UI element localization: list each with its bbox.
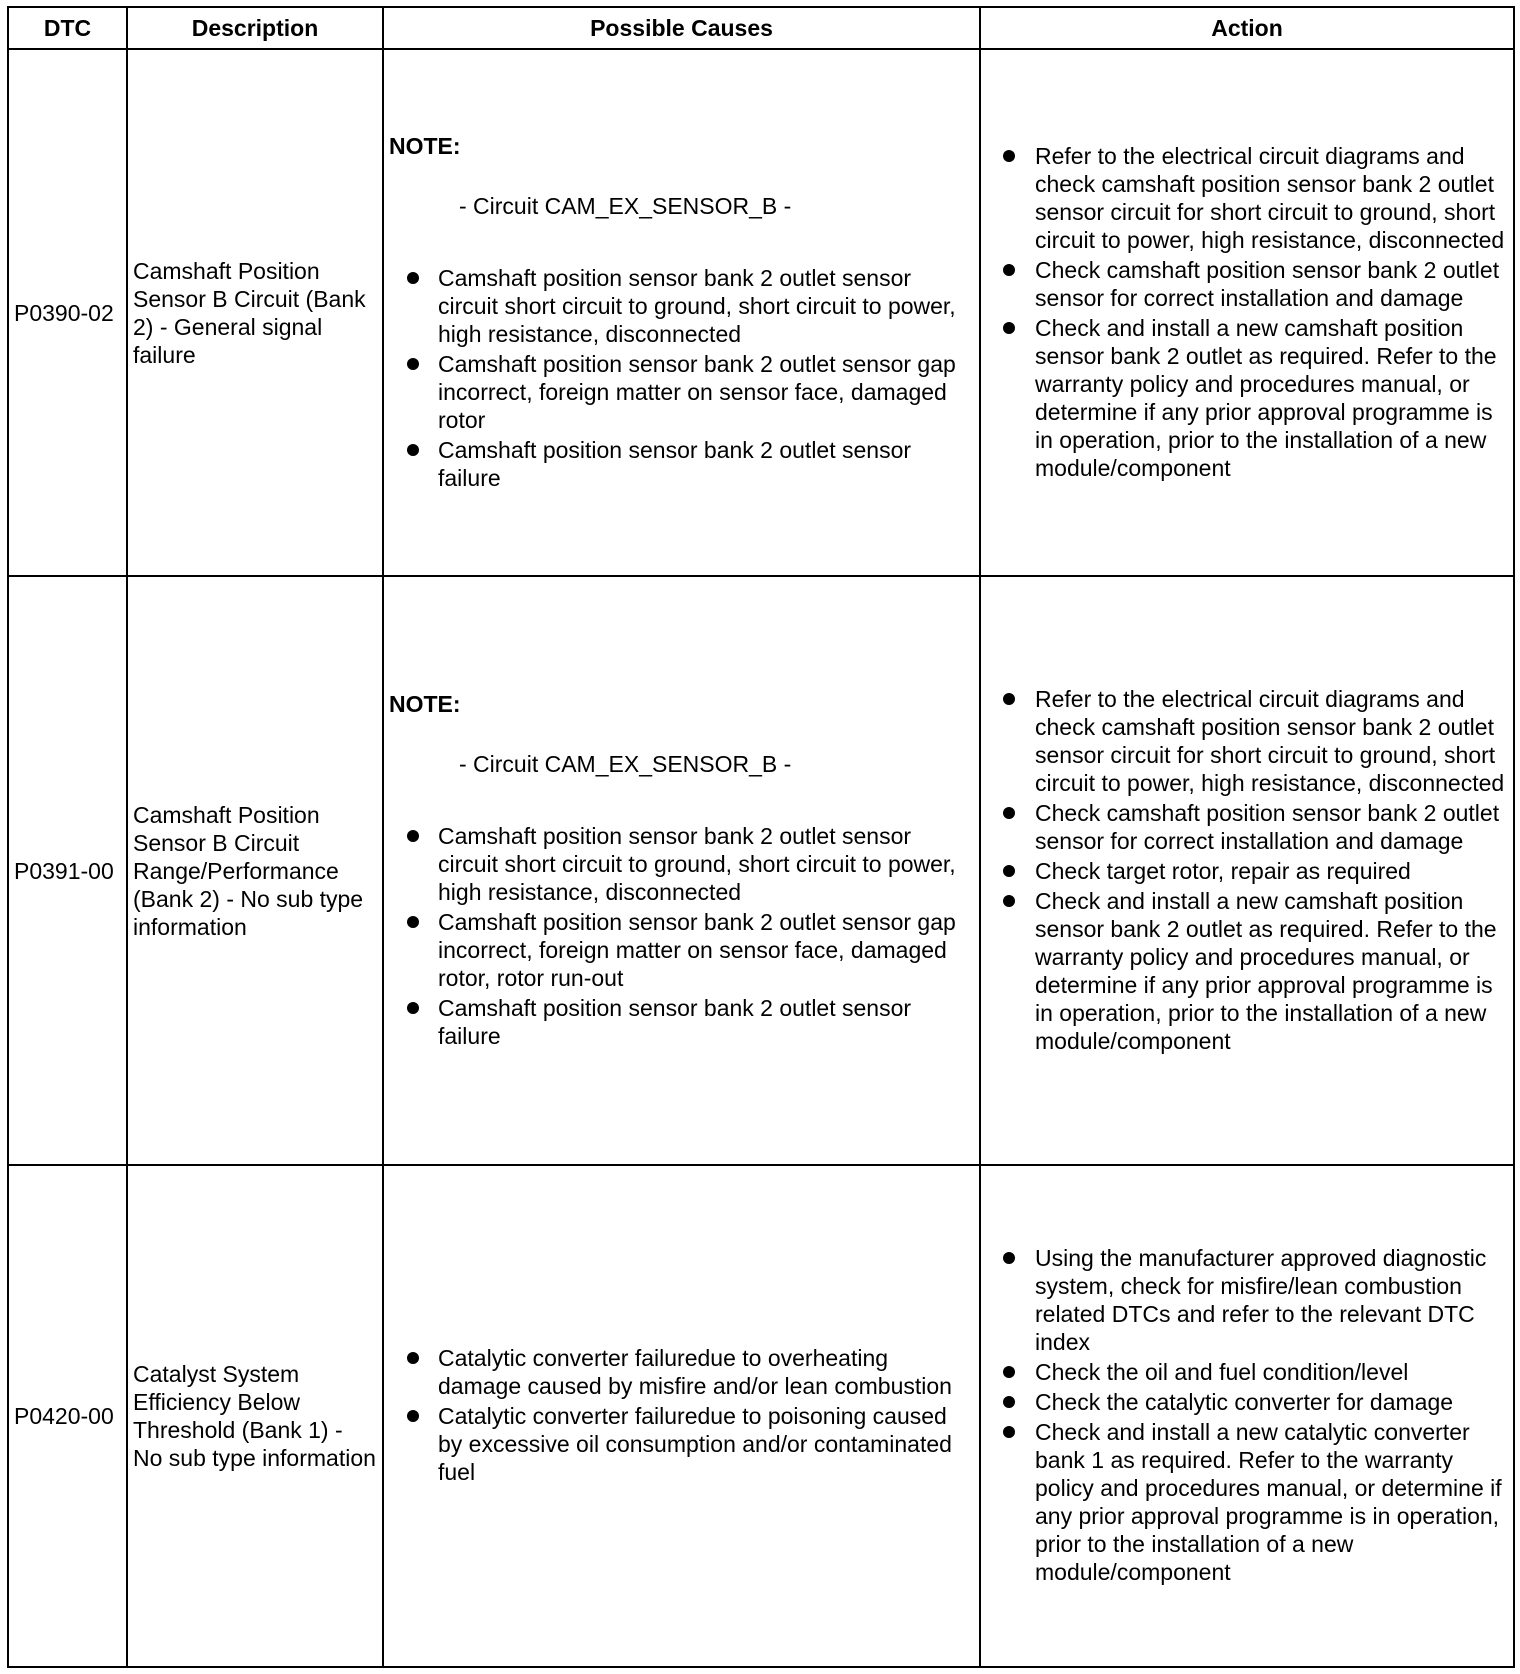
- cause-list: [389, 1344, 974, 1486]
- possible-causes-cell: [383, 49, 980, 576]
- dtc-description: Camshaft Position Sensor B Circuit Range/Performance (Bank 2) - No sub type information: [127, 576, 383, 1165]
- list-item: [1001, 314, 1505, 482]
- bullet-icon: [407, 1352, 419, 1364]
- list-item: [389, 264, 974, 348]
- bullet-icon: [1003, 1252, 1015, 1264]
- table-header-row: [8, 7, 1514, 49]
- list-item: [389, 436, 974, 492]
- table-row: [8, 49, 1514, 576]
- note-label: NOTE:: [389, 690, 461, 717]
- action-text: Check the oil and fuel condition/level: [1035, 1359, 1409, 1386]
- list-item: [1001, 256, 1505, 312]
- dtc-description: Catalyst System Efficiency Below Threshold (Bank 1) - No sub type information: [127, 1165, 383, 1667]
- bullet-icon: [407, 358, 419, 370]
- bullet-icon: [1003, 150, 1015, 162]
- list-item: [389, 822, 974, 906]
- action-text: Check target rotor, repair as required: [1035, 857, 1411, 884]
- cause-text: Camshaft position sensor bank 2 outlet sensor failure: [438, 436, 912, 491]
- cause-text: Camshaft position sensor bank 2 outlet sensor failure: [438, 994, 912, 1049]
- list-item: [1001, 1388, 1505, 1416]
- bullet-icon: [1003, 322, 1015, 334]
- dtc-code: P0420-00: [8, 1165, 127, 1667]
- bullet-icon: [407, 916, 419, 928]
- bullet-icon: [1003, 807, 1015, 819]
- list-item: [1001, 857, 1505, 885]
- note-circuit: - Circuit CAM_EX_SENSOR_B -: [459, 192, 792, 219]
- note-label: NOTE:: [389, 132, 461, 159]
- bullet-icon: [407, 1410, 419, 1422]
- possible-causes-cell: [383, 576, 980, 1165]
- possible-causes-cell: [383, 1165, 980, 1667]
- dtc-description: Camshaft Position Sensor B Circuit (Bank 2) - General signal failure: [127, 49, 383, 576]
- bullet-icon: [1003, 895, 1015, 907]
- dtc-table: [7, 6, 1515, 1668]
- list-item: [1001, 685, 1505, 797]
- action-text: Refer to the electrical circuit diagrams and check camshaft position sensor bank 2 outlet sensor circuit for short circuit to ground, short circuit to power, high resistance, disconnected: [1035, 685, 1505, 796]
- cause-text: Camshaft position sensor bank 2 outlet sensor gap incorrect, foreign matter on sensor face, damaged rotor: [438, 350, 956, 433]
- action-list: [1001, 1244, 1505, 1586]
- list-item: [389, 350, 974, 434]
- action-text: Check and install a new catalytic converter bank 1 as required. Refer to the warranty policy and procedures manual, or determine if any prior approval programme is in operation, prior to the installation of a new module/component: [1035, 1419, 1502, 1586]
- list-item: [389, 994, 974, 1050]
- list-item: [1001, 142, 1505, 254]
- action-text: Refer to the electrical circuit diagrams and check camshaft position sensor bank 2 outlet sensor circuit for short circuit to ground, short circuit to power, high resistance, disconnected: [1035, 142, 1505, 253]
- action-cell: [980, 1165, 1514, 1667]
- list-item: [1001, 1418, 1505, 1586]
- bullet-icon: [1003, 865, 1015, 877]
- header-action: Action: [980, 7, 1514, 49]
- header-description: Description: [127, 7, 383, 49]
- action-text: Check camshaft position sensor bank 2 outlet sensor for correct installation and damage: [1035, 799, 1500, 854]
- bullet-icon: [1003, 264, 1015, 276]
- cause-text: Catalytic converter failuredue to poisoning caused by excessive oil consumption and/or contaminated fuel: [438, 1403, 952, 1486]
- table-row: [8, 576, 1514, 1165]
- action-text: Check the catalytic converter for damage: [1035, 1389, 1454, 1416]
- bullet-icon: [1003, 1396, 1015, 1408]
- action-text: Using the manufacturer approved diagnostic system, check for misfire/lean combustion related DTCs and refer to the relevant DTC index: [1035, 1245, 1487, 1356]
- action-cell: [980, 576, 1514, 1165]
- list-item: [1001, 1358, 1505, 1386]
- list-item: [1001, 887, 1505, 1055]
- dtc-code: P0390-02: [8, 49, 127, 576]
- action-text: Check and install a new camshaft position sensor bank 2 outlet as required. Refer to the warranty policy and procedures manual, or determine if any prior approval programme is in operation, prior to the installation of a new module/component: [1035, 314, 1497, 481]
- action-list: [1001, 685, 1505, 1055]
- cause-list: [389, 822, 974, 1050]
- action-text: Check and install a new camshaft position sensor bank 2 outlet as required. Refer to the warranty policy and procedures manual, or determine if any prior approval programme is in operation, prior to the installation of a new module/component: [1035, 887, 1497, 1054]
- bullet-icon: [1003, 693, 1015, 705]
- cause-text: Camshaft position sensor bank 2 outlet sensor circuit short circuit to ground, short circuit to power, high resistance, disconnected: [438, 264, 956, 347]
- action-cell: [980, 49, 1514, 576]
- cause-text: Camshaft position sensor bank 2 outlet sensor circuit short circuit to ground, short circuit to power, high resistance, disconnected: [438, 822, 956, 905]
- bullet-icon: [1003, 1366, 1015, 1378]
- action-list: [1001, 142, 1505, 482]
- note-circuit: - Circuit CAM_EX_SENSOR_B -: [459, 750, 792, 777]
- bullet-icon: [407, 444, 419, 456]
- bullet-icon: [407, 830, 419, 842]
- dtc-code: P0391-00: [8, 576, 127, 1165]
- list-item: [389, 1402, 974, 1486]
- header-dtc: DTC: [8, 7, 127, 49]
- list-item: [389, 908, 974, 992]
- cause-text: Camshaft position sensor bank 2 outlet sensor gap incorrect, foreign matter on sensor face, damaged rotor, rotor run-out: [438, 908, 956, 991]
- table-row: [8, 1165, 1514, 1667]
- bullet-icon: [407, 272, 419, 284]
- list-item: [389, 1344, 974, 1400]
- action-text: Check camshaft position sensor bank 2 outlet sensor for correct installation and damage: [1035, 256, 1500, 311]
- list-item: [1001, 1244, 1505, 1356]
- bullet-icon: [407, 1002, 419, 1014]
- cause-text: Catalytic converter failuredue to overheating damage caused by misfire and/or lean combustion: [438, 1345, 952, 1400]
- bullet-icon: [1003, 1426, 1015, 1438]
- list-item: [1001, 799, 1505, 855]
- header-possible-causes: Possible Causes: [383, 7, 980, 49]
- cause-list: [389, 264, 974, 492]
